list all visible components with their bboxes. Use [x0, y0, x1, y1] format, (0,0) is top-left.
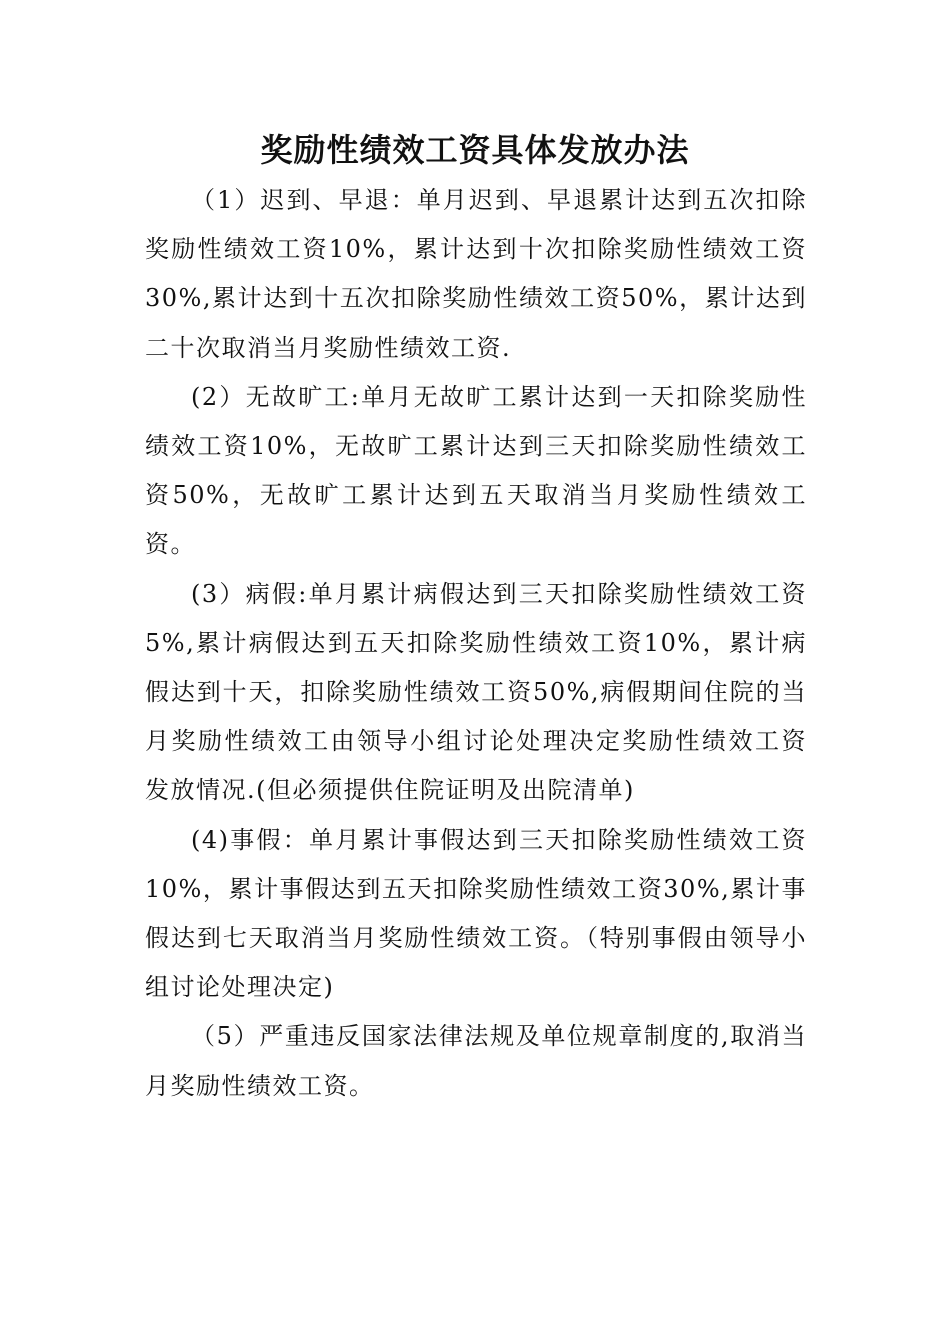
clause-paragraph-violations: （5）严重违反国家法律法规及单位规章制度的,取消当月奖励性绩效工资。 [145, 1022, 807, 1100]
clause-paragraph-sick-leave: (3）病假:单月累计病假达到三天扣除奖励性绩效工资5%,累计病假达到五天扣除奖励性绩效工资10%，累计病假达到十天，扣除奖励性绩效工资50%,病假期间住院的当月奖励性绩效工由领导小组讨论处理决定奖励性绩效工资发放情况.(但必须提供住院证明及出院清单) [145, 579, 807, 805]
clause-paragraph-personal-leave: (4)事假：单月累计事假达到三天扣除奖励性绩效工资10%，累计事假达到五天扣除奖励性绩效工资30%,累计事假达到七天取消当月奖励性绩效工资。（特别事假由领导小组讨论处理决定) [145, 825, 807, 1002]
clause-paragraph-lateness: （1）迟到、早退：单月迟到、早退累计达到五次扣除奖励性绩效工资10%，累计达到十次扣除奖励性绩效工资30%,累计达到十五次扣除奖励性绩效工资50%，累计达到二十次取消当月奖励性绩效工资. [145, 186, 807, 362]
clause-paragraph-absenteeism: (2）无故旷工:单月无故旷工累计达到一天扣除奖励性绩效工资10%，无故旷工累计达到三天扣除奖励性绩效工资50%，无故旷工累计达到五天取消当月奖励性绩效工资。 [145, 382, 807, 559]
document-title: 奖励性绩效工资具体发放办法 [260, 131, 690, 169]
document-body [145, 176, 807, 1111]
